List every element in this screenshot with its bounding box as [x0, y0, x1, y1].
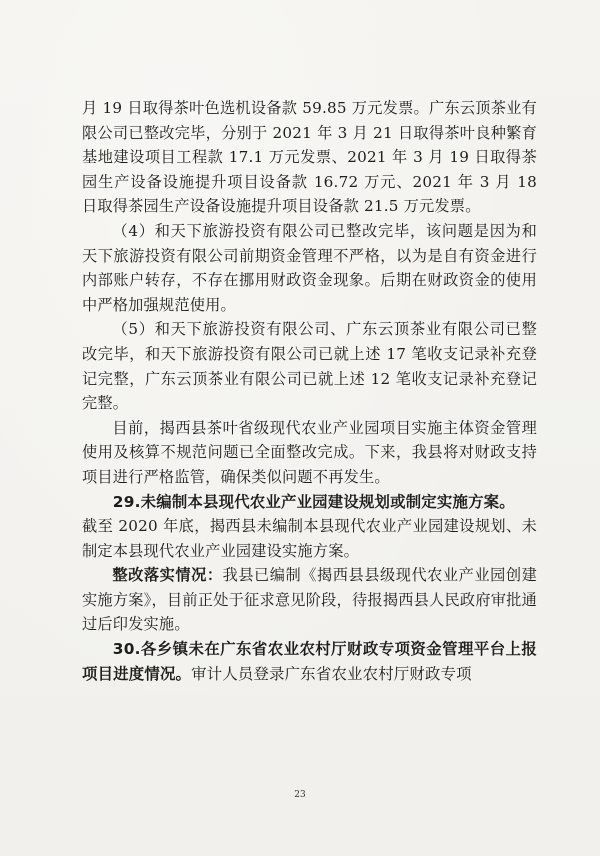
rectification-label: 整改落实情况：	[112, 566, 223, 585]
section-30-text: 审计人员登录广东省农业农村厅财政专项	[191, 664, 472, 683]
section-29-body: 截至 2020 年底，揭西县未编制本县现代农业产业园建设规划、未制定本县现代农业产业园建设实施方案。	[82, 517, 537, 560]
paragraph-fee-invoices: 月 19 日取得茶叶色选机设备款 59.85 万元发票。广东云顶茶业有限公司已整改完毕，分别于 2021 年 3 月 21 日取得茶叶良种繁育基地建设项目工程款 17.1 万元发票、2021 年 3 月 19 日取得茶园生产设备设施提升项目设备款 16.72 万元、2021 年 3 月 18 日取得茶园生产设备设施提升项目设备款 21.5 万元发票。	[82, 99, 537, 216]
section-30-heading: 30.各乡镇未在广东省农业农村厅财政专项资金管理平台上报项目进度情况。	[82, 640, 537, 683]
section-29-heading: 29.未编制本县现代农业产业园建设规划或制定实施方案。	[112, 492, 515, 511]
rectification-text: 我县已编制《揭西县县级现代农业产业园创建实施方案》，目前正处于征求意见阶段，待报揭西县人民政府审批通过后印发实施。	[82, 566, 538, 634]
page-number: 23	[294, 790, 306, 800]
paragraph-summary: 目前，揭西县茶叶省级现代农业产业园项目实施主体资金管理使用及核算不规范问题已全面整改完成。下来，我县将对财政支持项目进行严格监管，确保类似问题不再发生。	[82, 418, 537, 486]
paragraph-item-5: （5）和天下旅游投资有限公司、广东云顶茶业有限公司已整改完毕，和天下旅游投资有限公司已就上述 17 笔收支记录补充登记完整，广东云顶茶业有限公司已就上述 12 笔收支记录补充登记完整。	[82, 320, 537, 413]
document-body	[82, 96, 537, 686]
paragraph-item-4: （4）和天下旅游投资有限公司已整改完毕，该问题是因为和天下旅游投资有限公司前期资金管理不严格，以为是自有资金进行内部账户转存，不存在挪用财政资金现象。后期在财政资金的使用中严格加强规范使用。	[82, 221, 537, 314]
section-29-rectification	[82, 563, 537, 637]
section-30-paragraph	[82, 637, 537, 686]
